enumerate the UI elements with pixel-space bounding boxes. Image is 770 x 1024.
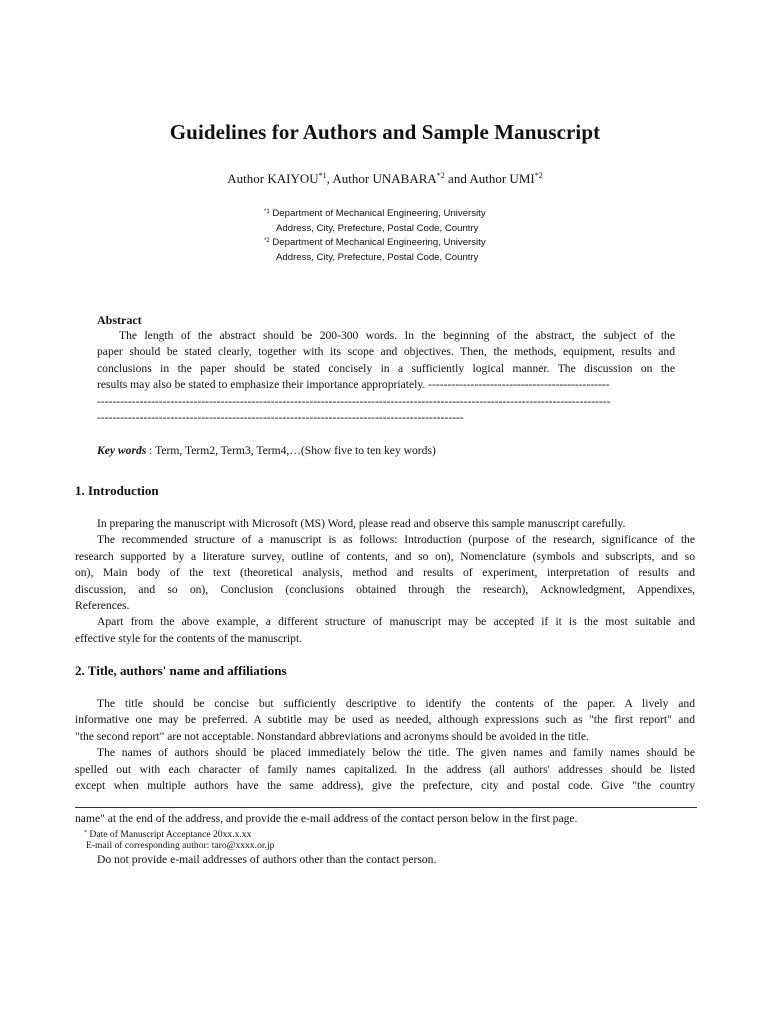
affiliation-2-line2: Address, City, Prefecture, Postal Code, Country xyxy=(276,251,479,263)
affiliation-1-line1: Department of Mechanical Engineering, University xyxy=(272,208,486,219)
footnote-date xyxy=(84,827,251,841)
author-3: and Author UMI xyxy=(444,171,535,186)
affiliation-2-mark: *2 xyxy=(264,238,270,244)
abstract xyxy=(97,312,675,426)
footnote-email: E-mail of corresponding author: taro@xxxx.or.jp xyxy=(86,840,275,851)
keywords-text: : Term, Term2, Term3, Term4,…(Show five to ten key words) xyxy=(146,444,436,457)
body-line: Do not provide e-mail addresses of authors other than the contact person. xyxy=(97,853,437,866)
affiliation-2 xyxy=(264,234,564,265)
body-line: spelled out with each character of family names capitalized. In the address (all authors' addresses should be listed xyxy=(75,762,695,776)
section-1-heading: 1. Introduction xyxy=(75,483,159,498)
keywords-label: Key words xyxy=(97,444,147,457)
affiliation-2-line1: Department of Mechanical Engineering, University xyxy=(272,237,486,248)
section-1-body xyxy=(75,516,695,647)
body-line: discussion, and so on), Conclusion (conclusions obtained through the research), Acknowledgment, Appendixes, xyxy=(75,582,695,596)
author-line xyxy=(0,171,770,187)
body-line: informative one may be preferred. A subtitle may be used as needed, although expressions such as "the first report" and xyxy=(75,713,695,727)
author-3-mark: *2 xyxy=(534,171,543,180)
footnote-date-mark: * xyxy=(84,830,87,836)
body-line: name" at the end of the address, and provide the e-mail address of the contact person below in the first page. xyxy=(75,812,578,825)
author-2: , Author UNABARA xyxy=(326,171,437,186)
author-1-mark: *1 xyxy=(318,171,327,180)
footnote-rule xyxy=(75,807,697,808)
abstract-heading: Abstract xyxy=(97,313,142,327)
abstract-line: The length of the abstract should be 200-300 words. In the beginning of the abstract, the subject of the xyxy=(119,329,675,342)
body-line: except when multiple authors have the same address), give the prefecture, city and postal code. Give "the country xyxy=(75,778,695,792)
body-line: effective style for the contents of the manuscript. xyxy=(75,631,303,645)
body-line: Apart from the above example, a different structure of manuscript may be accepted if it is the most suitable and xyxy=(97,615,695,629)
body-line: The names of authors should be placed immediately below the title. The given names and family names should be xyxy=(97,746,695,760)
body-line: on), Main body of the text (theoretical analysis, method and results of experiment, interpretation of results and xyxy=(75,566,695,580)
body-line: "the second report" are not acceptable. Nonstandard abbreviations and acronyms should be avoided in the title. xyxy=(75,729,589,743)
paper-title: Guidelines for Authors and Sample Manuscript xyxy=(169,120,601,144)
body-line: The recommended structure of a manuscript is as follows: Introduction (purpose of the research, significance of the xyxy=(97,533,695,547)
author-1: Author KAIYOU xyxy=(227,171,319,186)
section-2-body xyxy=(75,696,695,794)
section-2-continuation xyxy=(75,811,695,827)
body-line: References. xyxy=(75,598,130,612)
abstract-line: conclusions in the paper should be stated concisely in a sufficiently logical manner. The discussion on the xyxy=(97,361,675,375)
affiliation-1-line2: Address, City, Prefecture, Postal Code, Country xyxy=(276,222,479,234)
affiliation-1-mark: *1 xyxy=(264,209,270,215)
body-line: In preparing the manuscript with Microsoft (MS) Word, please read and observe this sample manuscript carefully. xyxy=(97,517,626,530)
keywords xyxy=(97,444,436,457)
abstract-line: paper should be stated clearly, together with its scope and objectives. Then, the methods, equipment, results and xyxy=(97,345,675,359)
section-2-continuation-2 xyxy=(75,852,695,868)
section-2-heading: 2. Title, authors' name and affiliations xyxy=(75,663,287,678)
body-line: research supported by a literature survey, outline of contents, and so on), Nomenclature (symbols and subscripts, and so xyxy=(75,549,695,563)
footnote-date-text: Date of Manuscript Acceptance 20xx.x.xx xyxy=(89,829,252,840)
abstract-line: ----------------------------------------------------------------------------------------------- xyxy=(97,410,464,424)
abstract-line: results may also be stated to emphasize their importance appropriately. ----------------------------------------------- xyxy=(97,378,610,392)
abstract-line: ------------------------------------------------------------------------------------------------------------------------------------- xyxy=(97,394,611,408)
body-line: The title should be concise but sufficiently descriptive to identify the contents of the paper. A lively and xyxy=(97,697,695,710)
author-2-mark: *2 xyxy=(436,171,445,180)
affiliation-1 xyxy=(264,205,564,236)
